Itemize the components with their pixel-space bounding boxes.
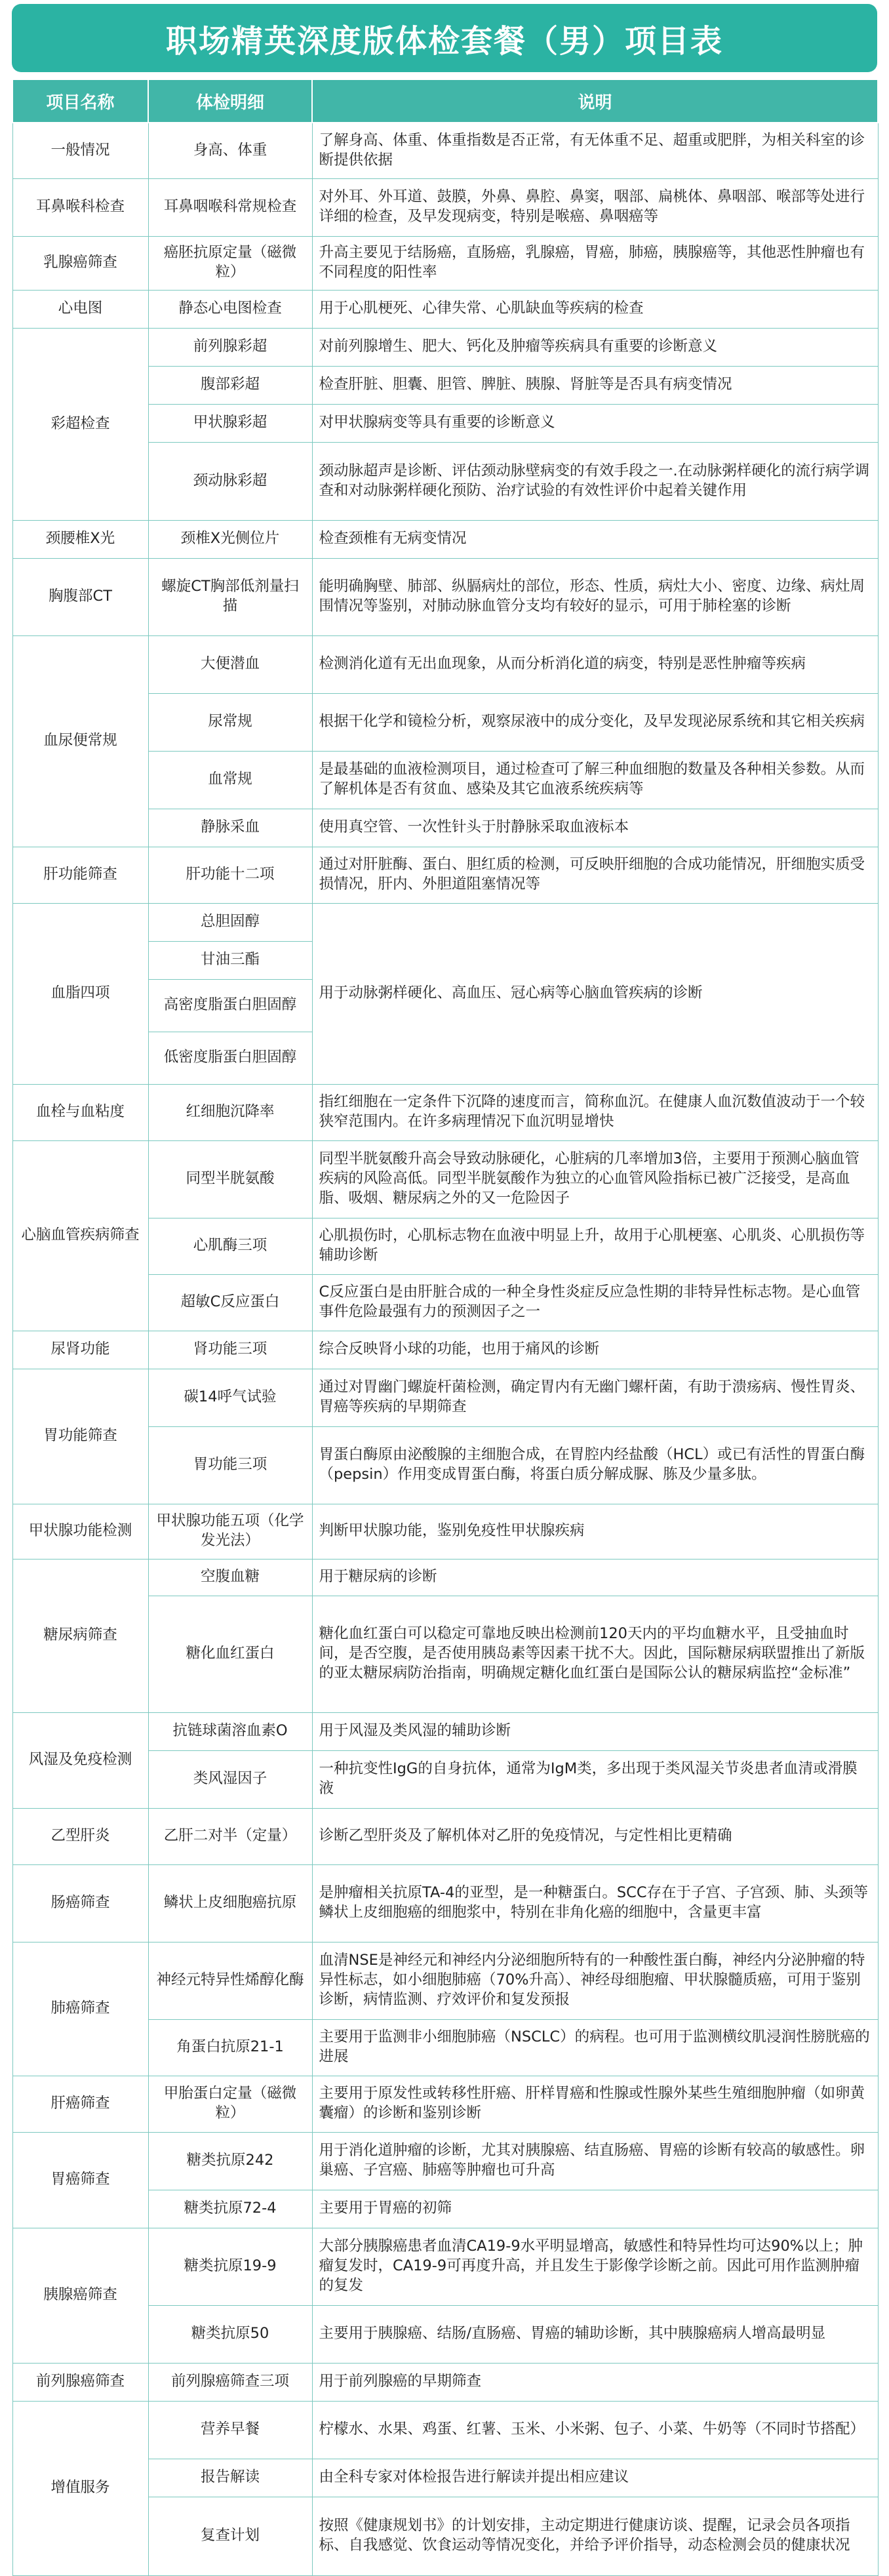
item-cell: 神经元特异性烯醇化酶 bbox=[148, 1942, 312, 2019]
page-title: 职场精英深度版体检套餐（男）项目表 bbox=[165, 22, 723, 60]
table-row bbox=[12, 903, 878, 941]
description-cell: 用于动脉粥样硬化、高血压、冠心病等心脑血管疾病的诊断 bbox=[312, 903, 878, 1084]
description-cell: 是肿瘤相关抗原TA-4的亚型，是一种糖蛋白。SCC存在于子宫、子宫颈、肺、头颈等鳞状上皮细胞癌的细胞浆中，特别在非角化癌的细胞中，含量更丰富 bbox=[312, 1864, 878, 1942]
item-cell: 空腹血糖 bbox=[148, 1559, 312, 1596]
item-cell: 糖类抗原242 bbox=[148, 2132, 312, 2190]
table-row bbox=[12, 236, 878, 290]
item-cell: 甲状腺彩超 bbox=[148, 404, 312, 442]
item-cell: 颈椎X光侧位片 bbox=[148, 520, 312, 558]
category-cell: 肝功能筛查 bbox=[12, 847, 148, 903]
description-cell: 检查颈椎有无病变情况 bbox=[312, 520, 878, 558]
table-row bbox=[12, 328, 878, 366]
category-cell: 肠癌筛查 bbox=[12, 1864, 148, 1942]
item-cell: 报告解读 bbox=[148, 2459, 312, 2497]
description-cell: 根据干化学和镜检分析，观察尿液中的成分变化，及早发现泌尿系统和其它相关疾病 bbox=[312, 693, 878, 751]
description-cell: 按照《健康规划书》的计划安排，主动定期进行健康访谈、提醒，记录会员各项指标、自我感觉、饮食运动等情况变化，并给予评价指导，动态检测会员的健康状况 bbox=[312, 2497, 878, 2575]
category-cell: 彩超检查 bbox=[12, 328, 148, 520]
description-cell: 胃蛋白酶原由泌酸腺的主细胞合成，在胃腔内经盐酸（HCL）或已有活性的胃蛋白酶（pepsin）作用变成胃蛋白酶，将蛋白质分解成脲、胨及少量多肽。 bbox=[312, 1426, 878, 1504]
category-cell: 尿肾功能 bbox=[12, 1331, 148, 1369]
item-cell: 螺旋CT胸部低剂量扫描 bbox=[148, 558, 312, 635]
item-cell: 肝功能十二项 bbox=[148, 847, 312, 903]
description-cell: 对甲状腺病变等具有重要的诊断意义 bbox=[312, 404, 878, 442]
table-row bbox=[12, 2363, 878, 2401]
item-cell: 颈动脉彩超 bbox=[148, 442, 312, 520]
item-cell: 乙肝二对半（定量） bbox=[148, 1808, 312, 1864]
description-cell: 用于消化道肿瘤的诊断，尤其对胰腺癌、结直肠癌、胃癌的诊断有较高的敏感性。卵巢癌、子宫癌、肺癌等肿瘤也可升高 bbox=[312, 2132, 878, 2190]
category-cell: 肝癌筛查 bbox=[12, 2076, 148, 2132]
item-cell: 复查计划 bbox=[148, 2497, 312, 2575]
table-row bbox=[12, 1808, 878, 1864]
item-cell: 高密度脂蛋白胆固醇 bbox=[148, 979, 312, 1032]
category-cell: 风湿及免疫检测 bbox=[12, 1712, 148, 1808]
header-exam-detail: 体检明细 bbox=[148, 79, 312, 123]
category-cell: 甲状腺功能检测 bbox=[12, 1504, 148, 1559]
table-row bbox=[12, 1140, 878, 1218]
header-description: 说明 bbox=[312, 79, 878, 123]
table-row bbox=[12, 520, 878, 558]
item-cell: 营养早餐 bbox=[148, 2401, 312, 2459]
description-cell: 能明确胸壁、肺部、纵膈病灶的部位，形态、性质，病灶大小、密度、边缘、病灶周围情况等鉴别，对肺动脉血管分支均有较好的显示，可用于肺栓塞的诊断 bbox=[312, 558, 878, 635]
table-header-row bbox=[12, 79, 878, 123]
item-cell: 身高、体重 bbox=[148, 123, 312, 178]
description-cell: 主要用于监测非小细胞肺癌（NSCLC）的病程。也可用于监测横纹肌浸润性膀胱癌的进展 bbox=[312, 2019, 878, 2076]
description-cell: 诊断乙型肝炎及了解机体对乙肝的免疫情况，与定性相比更精确 bbox=[312, 1808, 878, 1864]
header-project-name: 项目名称 bbox=[12, 79, 148, 123]
category-cell: 增值服务 bbox=[12, 2401, 148, 2575]
item-cell: 胃功能三项 bbox=[148, 1426, 312, 1504]
description-cell: 通过对胃幽门螺旋杆菌检测，确定胃内有无幽门螺杆菌，有助于溃疡病、慢性胃炎、胃癌等疾病的早期筛查 bbox=[312, 1369, 878, 1426]
table-row bbox=[12, 123, 878, 178]
item-cell: 甲胎蛋白定量（磁微粒） bbox=[148, 2076, 312, 2132]
item-cell: 类风湿因子 bbox=[148, 1750, 312, 1808]
item-cell: 鳞状上皮细胞癌抗原 bbox=[148, 1864, 312, 1942]
category-cell: 耳鼻喉科检查 bbox=[12, 178, 148, 236]
table-row bbox=[12, 1712, 878, 1750]
exam-table bbox=[12, 79, 879, 2576]
category-cell: 胃功能筛查 bbox=[12, 1369, 148, 1504]
table-row bbox=[12, 1559, 878, 1596]
description-cell: 大部分胰腺癌患者血清CA19-9水平明显增高，敏感性和特异性均可达90%以上；肿瘤复发时，CA19-9可再度升高，并且发生于影像学诊断之前。因此可用作监测肿瘤的复发 bbox=[312, 2228, 878, 2305]
description-cell: 主要用于胃癌的初筛 bbox=[312, 2190, 878, 2228]
title-banner bbox=[12, 4, 877, 72]
table-row bbox=[12, 1864, 878, 1942]
category-cell: 颈腰椎X光 bbox=[12, 520, 148, 558]
description-cell: 用于心肌梗死、心律失常、心肌缺血等疾病的检查 bbox=[312, 290, 878, 328]
description-cell: 心肌损伤时，心肌标志物在血液中明显上升，故用于心肌梗塞、心肌炎、心肌损伤等辅助诊断 bbox=[312, 1218, 878, 1274]
item-cell: 碳14呼气试验 bbox=[148, 1369, 312, 1426]
description-cell: 用于糖尿病的诊断 bbox=[312, 1559, 878, 1596]
table-row bbox=[12, 1084, 878, 1140]
description-cell: 升高主要见于结肠癌，直肠癌，乳腺癌，胃癌，肺癌，胰腺癌等，其他恶性肿瘤也有不同程度的阳性率 bbox=[312, 236, 878, 290]
description-cell: 通过对肝脏酶、蛋白、胆红质的检测，可反映肝细胞的合成功能情况，肝细胞实质受损情况，肝内、外胆道阻塞情况等 bbox=[312, 847, 878, 903]
item-cell: 甲状腺功能五项（化学发光法） bbox=[148, 1504, 312, 1559]
table-row bbox=[12, 635, 878, 693]
item-cell: 超敏C反应蛋白 bbox=[148, 1274, 312, 1331]
item-cell: 低密度脂蛋白胆固醇 bbox=[148, 1032, 312, 1084]
category-cell: 血尿便常规 bbox=[12, 635, 148, 847]
item-cell: 角蛋白抗原21-1 bbox=[148, 2019, 312, 2076]
description-cell: 对前列腺增生、肥大、钙化及肿瘤等疾病具有重要的诊断意义 bbox=[312, 328, 878, 366]
category-cell: 乙型肝炎 bbox=[12, 1808, 148, 1864]
description-cell: 用于风湿及类风湿的辅助诊断 bbox=[312, 1712, 878, 1750]
description-cell: 使用真空管、一次性针头于肘静脉采取血液标本 bbox=[312, 809, 878, 847]
category-cell: 血栓与血粘度 bbox=[12, 1084, 148, 1140]
table-row bbox=[12, 2228, 878, 2305]
category-cell: 乳腺癌筛查 bbox=[12, 236, 148, 290]
item-cell: 红细胞沉降率 bbox=[148, 1084, 312, 1140]
item-cell: 前列腺彩超 bbox=[148, 328, 312, 366]
item-cell: 糖化血红蛋白 bbox=[148, 1596, 312, 1712]
item-cell: 糖类抗原50 bbox=[148, 2305, 312, 2363]
table-row bbox=[12, 2076, 878, 2132]
item-cell: 腹部彩超 bbox=[148, 366, 312, 404]
category-cell: 胰腺癌筛查 bbox=[12, 2228, 148, 2363]
description-cell: 颈动脉超声是诊断、评估颈动脉壁病变的有效手段之一.在动脉粥样硬化的流行病学调查和对动脉粥样硬化预防、治疗试验的有效性评价中起着关键作用 bbox=[312, 442, 878, 520]
description-cell: C反应蛋白是由肝脏合成的一种全身性炎症反应急性期的非特异性标志物。是心血管事件危险最强有力的预测因子之一 bbox=[312, 1274, 878, 1331]
description-cell: 同型半胱氨酸升高会导致动脉硬化，心脏病的几率增加3倍，主要用于预测心脑血管疾病的风险高低。同型半胱氨酸作为独立的心血管风险指标已被广泛接受，是高血脂、吸烟、糖尿病之外的又一危险因子 bbox=[312, 1140, 878, 1218]
description-cell: 主要用于原发性或转移性肝癌、肝样胃癌和性腺或性腺外某些生殖细胞肿瘤（如卵黄囊瘤）的诊断和鉴别诊断 bbox=[312, 2076, 878, 2132]
category-cell: 血脂四项 bbox=[12, 903, 148, 1084]
description-cell: 检测消化道有无出血现象，从而分析消化道的病变，特别是恶性肿瘤等疾病 bbox=[312, 635, 878, 693]
description-cell: 指红细胞在一定条件下沉降的速度而言，简称血沉。在健康人血沉数值波动于一个较狭窄范围内。在许多病理情况下血沉明显增快 bbox=[312, 1084, 878, 1140]
item-cell: 心肌酶三项 bbox=[148, 1218, 312, 1274]
table-row bbox=[12, 178, 878, 236]
item-cell: 耳鼻咽喉科常规检查 bbox=[148, 178, 312, 236]
description-cell: 糖化血红蛋白可以稳定可靠地反映出检测前120天内的平均血糖水平，且受抽血时间，是否空腹，是否使用胰岛素等因素干扰不大。因此，国际糖尿病联盟推出了新版的亚太糖尿病防治指南，明确规定糖化血红蛋白是国际公认的糖尿病监控“金标准” bbox=[312, 1596, 878, 1712]
description-cell: 血清NSE是神经元和神经内分泌细胞所特有的一种酸性蛋白酶，神经内分泌肿瘤的特异性标志，如小细胞肺癌（70%升高）、神经母细胞瘤、甲状腺髓质癌，可用于鉴别诊断，病情监测、疗效评价和复发预报 bbox=[312, 1942, 878, 2019]
item-cell: 尿常规 bbox=[148, 693, 312, 751]
table-row bbox=[12, 1504, 878, 1559]
description-cell: 判断甲状腺功能，鉴别免疫性甲状腺疾病 bbox=[312, 1504, 878, 1559]
item-cell: 癌胚抗原定量（磁微粒） bbox=[148, 236, 312, 290]
item-cell: 前列腺癌筛查三项 bbox=[148, 2363, 312, 2401]
item-cell: 大便潜血 bbox=[148, 635, 312, 693]
description-cell: 用于前列腺癌的早期筛查 bbox=[312, 2363, 878, 2401]
description-cell: 综合反映肾小球的功能，也用于痛风的诊断 bbox=[312, 1331, 878, 1369]
item-cell: 同型半胱氨酸 bbox=[148, 1140, 312, 1218]
category-cell: 胸腹部CT bbox=[12, 558, 148, 635]
item-cell: 血常规 bbox=[148, 751, 312, 809]
item-cell: 静态心电图检查 bbox=[148, 290, 312, 328]
item-cell: 总胆固醇 bbox=[148, 903, 312, 941]
category-cell: 糖尿病筛查 bbox=[12, 1559, 148, 1712]
description-cell: 由全科专家对体检报告进行解读并提出相应建议 bbox=[312, 2459, 878, 2497]
table-row bbox=[12, 847, 878, 903]
category-cell: 心电图 bbox=[12, 290, 148, 328]
item-cell: 甘油三酯 bbox=[148, 941, 312, 979]
description-cell: 一种抗变性IgG的自身抗体，通常为IgM类，多出现于类风湿关节炎患者血清或滑膜液 bbox=[312, 1750, 878, 1808]
description-cell: 检查肝脏、胆囊、胆管、脾脏、胰腺、肾脏等是否具有病变情况 bbox=[312, 366, 878, 404]
description-cell: 主要用于胰腺癌、结肠/直肠癌、胃癌的辅助诊断，其中胰腺癌病人增高最明显 bbox=[312, 2305, 878, 2363]
category-cell: 前列腺癌筛查 bbox=[12, 2363, 148, 2401]
table-row bbox=[12, 1331, 878, 1369]
item-cell: 糖类抗原72-4 bbox=[148, 2190, 312, 2228]
item-cell: 糖类抗原19-9 bbox=[148, 2228, 312, 2305]
category-cell: 肺癌筛查 bbox=[12, 1942, 148, 2076]
category-cell: 心脑血管疾病筛查 bbox=[12, 1140, 148, 1331]
description-cell: 对外耳、外耳道、鼓膜，外鼻、鼻腔、鼻窦，咽部、扁桃体、鼻咽部、喉部等处进行详细的检查，及早发现病变，特别是喉癌、鼻咽癌等 bbox=[312, 178, 878, 236]
table-row bbox=[12, 290, 878, 328]
description-cell: 了解身高、体重、体重指数是否正常，有无体重不足、超重或肥胖，为相关科室的诊断提供依据 bbox=[312, 123, 878, 178]
table-row bbox=[12, 1942, 878, 2019]
description-cell: 是最基础的血液检测项目，通过检查可了解三种血细胞的数量及各种相关参数。从而了解机体是否有贫血、感染及其它血液系统疾病等 bbox=[312, 751, 878, 809]
item-cell: 抗链球菌溶血素O bbox=[148, 1712, 312, 1750]
table-row bbox=[12, 558, 878, 635]
category-cell: 一般情况 bbox=[12, 123, 148, 178]
description-cell: 柠檬水、水果、鸡蛋、红薯、玉米、小米粥、包子、小菜、牛奶等（不同时节搭配） bbox=[312, 2401, 878, 2459]
table-row bbox=[12, 1369, 878, 1426]
table-row bbox=[12, 2401, 878, 2459]
item-cell: 肾功能三项 bbox=[148, 1331, 312, 1369]
category-cell: 胃癌筛查 bbox=[12, 2132, 148, 2228]
item-cell: 静脉采血 bbox=[148, 809, 312, 847]
table-row bbox=[12, 2132, 878, 2190]
